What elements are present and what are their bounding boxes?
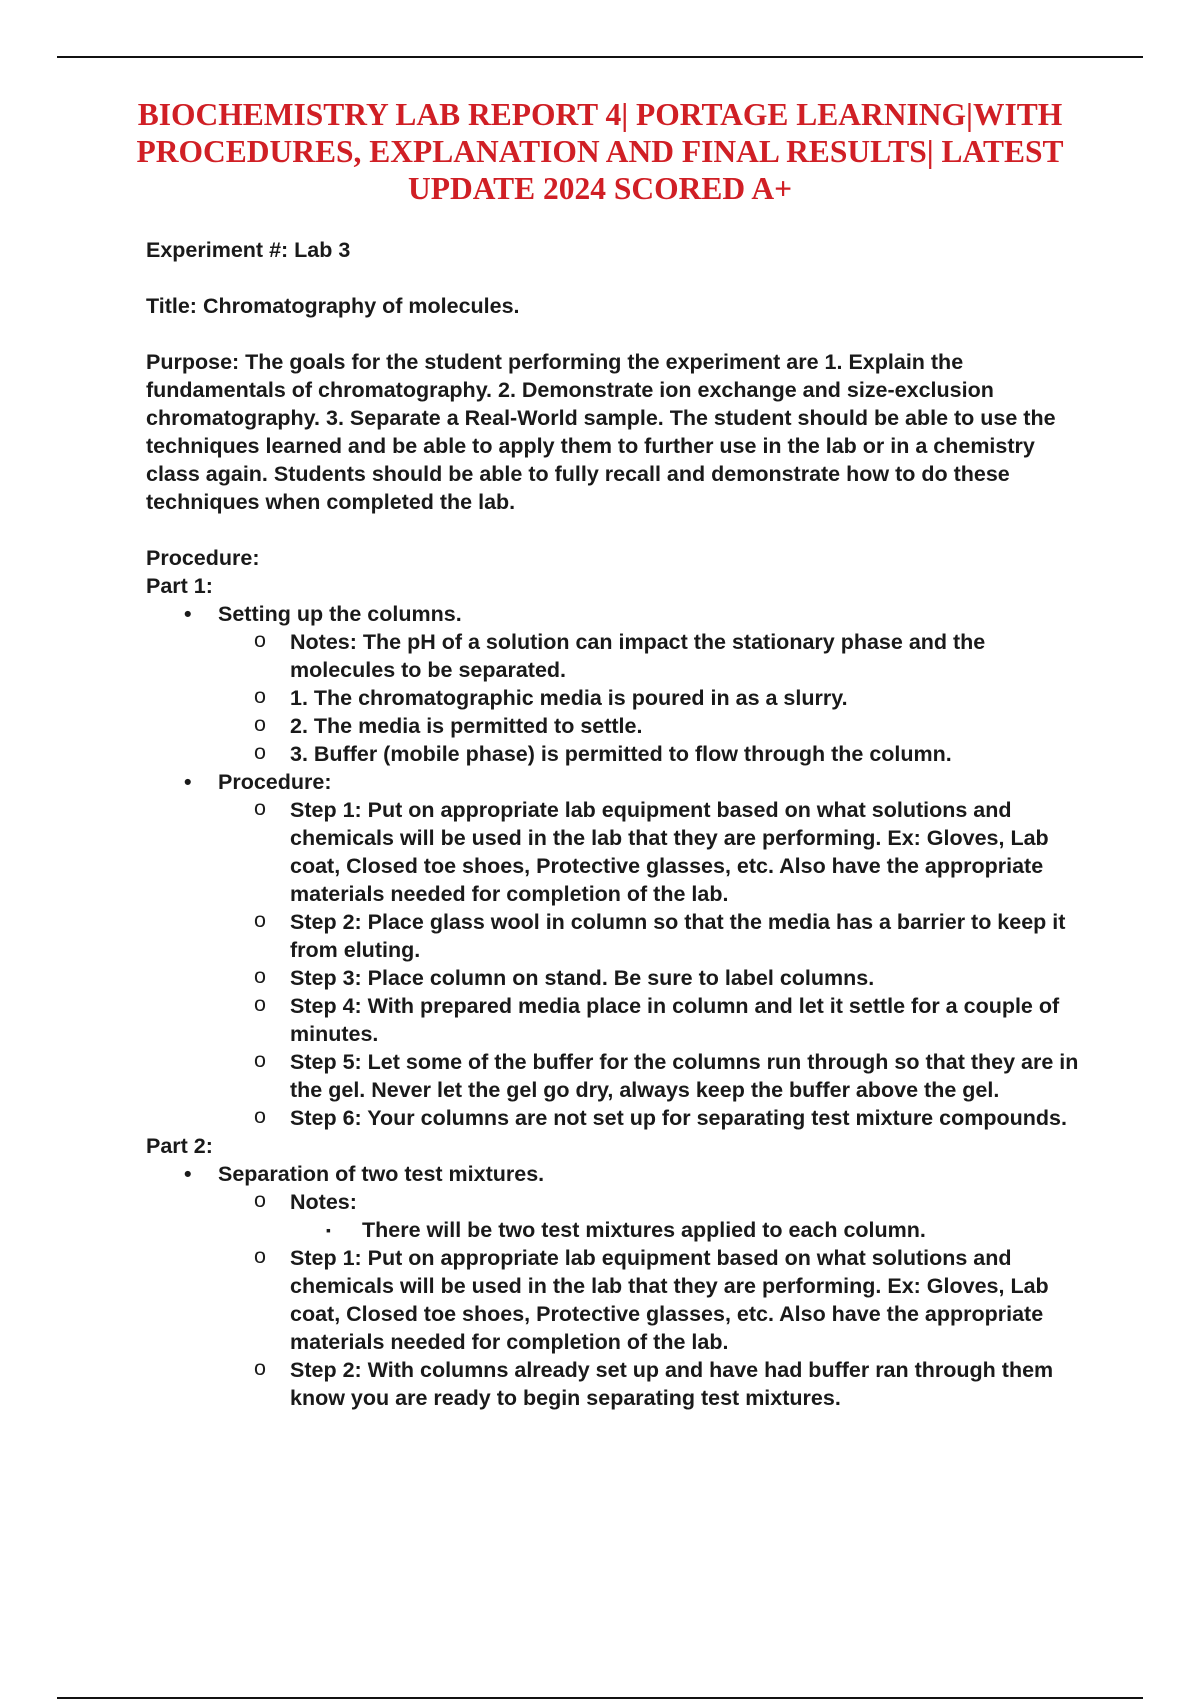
square-bullet-icon: ▪ bbox=[326, 1222, 331, 1238]
list-item-text: Step 1: Put on appropriate lab equipment based on what solutions and chemicals will be used in the lab that they are performing. Ex: Gloves, Lab coat, Closed toe shoes, Protective glasses, etc. Also have the appropriate materials needed for completion of the lab. bbox=[290, 1246, 1049, 1354]
list-item bbox=[146, 712, 1090, 740]
list-item bbox=[146, 600, 1081, 628]
list-item-text: Step 6: Your columns are not set up for separating test mixture compounds. bbox=[290, 1106, 1067, 1130]
list-item bbox=[146, 1188, 1090, 1216]
list-item-text: Step 4: With prepared media place in column and let it settle for a couple of minutes. bbox=[290, 994, 1060, 1046]
list-item-text: Notes: The pH of a solution can impact the stationary phase and the molecules to be separated. bbox=[290, 630, 986, 682]
procedure-heading: Procedure: bbox=[146, 546, 260, 570]
circle-bullet-icon: o bbox=[254, 1104, 266, 1128]
top-rule bbox=[57, 56, 1143, 58]
list-item bbox=[146, 684, 1090, 712]
part2-heading: Part 2: bbox=[146, 1134, 213, 1158]
circle-bullet-icon: o bbox=[254, 1244, 266, 1268]
list-item-text: Step 5: Let some of the buffer for the columns run through so that they are in the gel. Never let the gel go dry, always keep the buffer above the gel. bbox=[290, 1050, 1079, 1102]
circle-bullet-icon: o bbox=[254, 1356, 266, 1380]
bullet-icon: • bbox=[184, 602, 192, 626]
experiment-line: Experiment #: Lab 3 bbox=[146, 238, 351, 262]
list-item bbox=[146, 768, 1081, 796]
list-item-text: There will be two test mixtures applied to each column. bbox=[362, 1218, 926, 1242]
list-item bbox=[146, 1104, 1090, 1132]
circle-bullet-icon: o bbox=[254, 628, 266, 652]
list-item bbox=[146, 796, 1090, 908]
part1-list bbox=[146, 600, 1081, 1132]
circle-bullet-icon: o bbox=[254, 1048, 266, 1072]
title-line: Title: Chromatography of molecules. bbox=[146, 294, 520, 318]
list-item bbox=[146, 1048, 1090, 1104]
part2-list bbox=[146, 1160, 1081, 1412]
list-item-text: Setting up the columns. bbox=[218, 602, 462, 626]
list-item-text: Step 2: Place glass wool in column so that the media has a barrier to keep it from eluting. bbox=[290, 910, 1066, 962]
circle-bullet-icon: o bbox=[254, 684, 266, 708]
list-item bbox=[146, 1244, 1090, 1356]
list-item bbox=[146, 1356, 1090, 1412]
list-item bbox=[146, 992, 1090, 1048]
list-item-text: 2. The media is permitted to settle. bbox=[290, 714, 643, 738]
circle-bullet-icon: o bbox=[254, 796, 266, 820]
circle-bullet-icon: o bbox=[254, 964, 266, 988]
list-item-text: 1. The chromatographic media is poured in as a slurry. bbox=[290, 686, 848, 710]
list-item-text: Notes: bbox=[290, 1190, 357, 1214]
circle-bullet-icon: o bbox=[254, 1188, 266, 1212]
document-body bbox=[146, 236, 1081, 1412]
circle-bullet-icon: o bbox=[254, 992, 266, 1016]
circle-bullet-icon: o bbox=[254, 712, 266, 736]
list-item bbox=[146, 1216, 1081, 1244]
list-item-text: Step 1: Put on appropriate lab equipment based on what solutions and chemicals will be used in the lab that they are performing. Ex: Gloves, Lab coat, Closed toe shoes, Protective glasses, etc. Also have the appropriate materials needed for completion of the lab. bbox=[290, 798, 1049, 906]
list-item bbox=[146, 908, 1090, 964]
list-item-text: Step 3: Place column on stand. Be sure to label columns. bbox=[290, 966, 875, 990]
circle-bullet-icon: o bbox=[254, 740, 266, 764]
purpose-paragraph: Purpose: The goals for the student performing the experiment are 1. Explain the fundamentals of chromatography. 2. Demonstrate ion exchange and size-exclusion chromatography. 3. Separate a Real-World sample. The student should be able to use the techniques learned and be able to apply them to further use in the lab or in a chemistry class again. Students should be able to fully recall and demonstrate how to do these techniques when completed the lab. bbox=[146, 350, 1056, 514]
bullet-icon: • bbox=[184, 770, 192, 794]
list-item bbox=[146, 1160, 1081, 1188]
list-item bbox=[146, 628, 1090, 684]
list-item bbox=[146, 964, 1090, 992]
list-item-text: Separation of two test mixtures. bbox=[218, 1162, 545, 1186]
document-title: BIOCHEMISTRY LAB REPORT 4| PORTAGE LEARNING|WITH PROCEDURES, EXPLANATION AND FINAL RESULTS| LATEST UPDATE 2024 SCORED A+ bbox=[136, 97, 1064, 206]
list-item-text: 3. Buffer (mobile phase) is permitted to flow through the column. bbox=[290, 742, 952, 766]
list-item-text: Procedure: bbox=[218, 770, 332, 794]
bottom-rule bbox=[57, 1697, 1143, 1699]
list-item bbox=[146, 740, 1090, 768]
circle-bullet-icon: o bbox=[254, 908, 266, 932]
part1-heading: Part 1: bbox=[146, 574, 213, 598]
bullet-icon: • bbox=[184, 1162, 192, 1186]
list-item-text: Step 2: With columns already set up and have had buffer ran through them know you are ready to begin separating test mixtures. bbox=[290, 1358, 1054, 1410]
